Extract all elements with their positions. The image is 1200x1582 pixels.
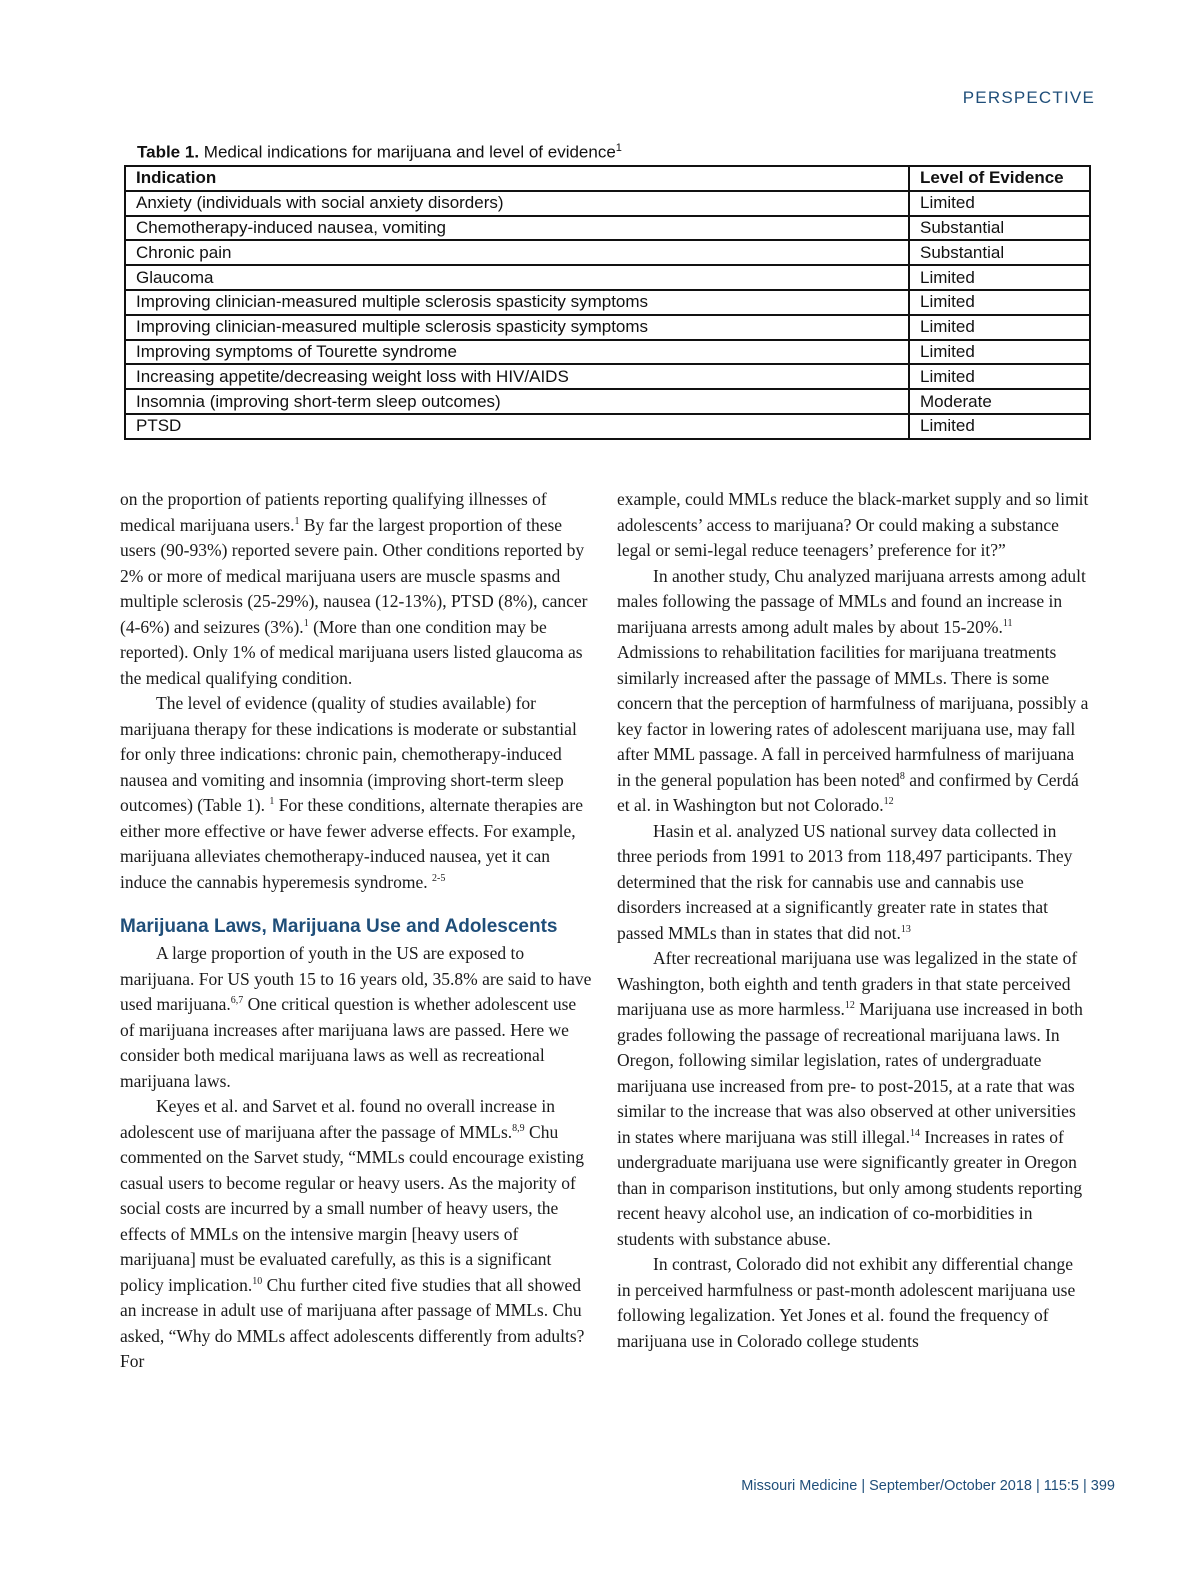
paragraph <box>120 487 594 691</box>
indication-cell: Improving symptoms of Tourette syndrome <box>125 340 909 365</box>
text-run: Chu further cited five studies that all showed an increase in adult use of marijuana after passage of MMLs. Chu asked, “Why do MMLs affect adolescents differently from adults? For <box>120 1274 585 1371</box>
indication-cell: Chemotherapy-induced nausea, vomiting <box>125 216 909 241</box>
section-label: PERSPECTIVE <box>962 88 1095 107</box>
reference-superscript: 6,7 <box>230 995 244 1007</box>
reference-superscript: 8 <box>899 770 905 782</box>
text-run: Admissions to rehabilitation facilities for marijuana treatments similarly increased after the passage of MMLs. There is some concern that the perception of harmfulness of marijuana, possibly a key factor in lowering rates of adolescent marijuana use, may fall after MML passage. A fall in perceived harmfulness of marijuana in the general population has been noted <box>617 642 1089 790</box>
paragraph <box>120 691 594 895</box>
table-row <box>125 191 1090 216</box>
reference-superscript: 1 <box>303 617 309 629</box>
reference-superscript: 1 <box>269 796 275 808</box>
text-run: Keyes et al. and Sarvet et al. found no overall increase in adolescent use of marijuana after the passage of MMLs. <box>120 1096 555 1142</box>
paragraph <box>617 487 1089 564</box>
header-level-of-evidence: Level of Evidence <box>909 166 1090 191</box>
text-run: Hasin et al. analyzed US national survey data collected in three periods from 1991 to 2013 from 118,497 participants. They determined that the risk for cannabis use and cannabis use disorders increased at a significantly greater rate in states that passed MMLs than in states that did not. <box>617 820 1073 943</box>
indication-cell: Anxiety (individuals with social anxiety disorders) <box>125 191 909 216</box>
right-column <box>617 487 1089 1354</box>
table-row <box>125 414 1090 439</box>
table-caption <box>137 142 622 163</box>
table-row <box>125 240 1090 265</box>
reference-superscript: 13 <box>900 923 911 935</box>
table-row <box>125 389 1090 414</box>
indication-cell: Glaucoma <box>125 265 909 290</box>
indication-cell: Improving clinician-measured multiple sclerosis spasticity symptoms <box>125 315 909 340</box>
paragraph <box>617 564 1089 819</box>
text-run: Marijuana use increased in both grades following the passage of recreational marijuana laws. In Oregon, following similar legislation, rates of undergraduate marijuana use increased from pre- to post-2015, at a rate that was similar to the increase that was also observed at other universities in states where marijuana was still illegal. <box>617 999 1083 1147</box>
text-run: For these conditions, alternate therapies are either more effective or have fewer adverse effects. For example, marijuana alleviates chemotherapy-induced nausea, yet it can induce the cannabis hyperemesis syndrome. <box>120 795 583 892</box>
evidence-table <box>124 165 1091 440</box>
evidence-cell: Limited <box>909 340 1090 365</box>
evidence-cell: Substantial <box>909 240 1090 265</box>
evidence-cell: Limited <box>909 290 1090 315</box>
evidence-cell: Limited <box>909 191 1090 216</box>
table-row <box>125 265 1090 290</box>
indication-cell: Insomnia (improving short-term sleep outcomes) <box>125 389 909 414</box>
text-run: One critical question is whether adolescent use of marijuana increases after marijuana laws are passed. Here we consider both medical marijuana laws as well as recreational marijuana laws. <box>120 994 577 1091</box>
text-run: In another study, Chu analyzed marijuana arrests among adult males following the passage of MMLs and found an increase in marijuana arrests among adult males by about 15-20%. <box>617 565 1086 637</box>
text-run: By far the largest proportion of these users (90-93%) reported severe pain. Other conditions reported by 2% or more of medical marijuana users are muscle spasms and multiple sclerosis (25-29%), nausea (12-13%), PTSD (8%), cancer (4-6%) and seizures (3%). <box>120 514 588 637</box>
indication-cell: Increasing appetite/decreasing weight loss with HIV/AIDS <box>125 364 909 389</box>
evidence-cell: Limited <box>909 364 1090 389</box>
section-heading: Marijuana Laws, Marijuana Use and Adolescents <box>120 916 558 937</box>
text-run: on the proportion of patients reporting qualifying illnesses of medical marijuana users. <box>120 489 547 535</box>
evidence-cell: Moderate <box>909 389 1090 414</box>
reference-superscript: 8,9 <box>512 1122 525 1134</box>
reference-superscript: 10 <box>252 1275 263 1287</box>
table-row <box>125 290 1090 315</box>
table-row <box>125 340 1090 365</box>
text-run: (More than one condition may be reported). Only 1% of medical marijuana users listed glaucoma as the medical qualifying condition. <box>120 616 583 688</box>
text-run: example, could MMLs reduce the black-market supply and so limit adolescents’ access to marijuana? Or could making a substance legal or semi-legal reduce teenagers’ preference for it?” <box>617 489 1089 560</box>
paragraph <box>617 1252 1089 1354</box>
reference-superscript: 12 <box>883 796 894 808</box>
table-row <box>125 364 1090 389</box>
table-caption-ref: 1 <box>615 142 622 154</box>
evidence-cell: Limited <box>909 315 1090 340</box>
paragraph <box>120 941 594 1094</box>
reference-superscript: 14 <box>910 1127 921 1139</box>
table-row <box>125 315 1090 340</box>
text-run: and confirmed by Cerdá et al. in Washington but not Colorado. <box>617 769 1079 815</box>
indication-cell: PTSD <box>125 414 909 439</box>
text-run: The level of evidence (quality of studies available) for marijuana therapy for these indications is moderate or substantial for only three indications: chronic pain, chemotherapy-induced nausea and vomiting and insomnia (improving short-term sleep outcomes) (Table 1). <box>120 693 577 815</box>
evidence-cell: Limited <box>909 414 1090 439</box>
table-row <box>125 216 1090 241</box>
reference-superscript: 1 <box>294 515 300 527</box>
left-column <box>120 487 594 1375</box>
indication-cell: Chronic pain <box>125 240 909 265</box>
paragraph <box>617 819 1089 947</box>
evidence-cell: Substantial <box>909 216 1090 241</box>
header-indication: Indication <box>125 166 909 191</box>
reference-superscript: 11 <box>1002 617 1013 629</box>
reference-superscript: 2-5 <box>432 872 446 884</box>
paragraph <box>120 1094 594 1375</box>
evidence-cell: Limited <box>909 265 1090 290</box>
text-run: After recreational marijuana use was legalized in the state of Washington, both eighth and tenth graders in that state perceived marijuana use as more harmless. <box>617 948 1078 1019</box>
text-run: Increases in rates of undergraduate marijuana use were significantly greater in Oregon than in comparison institutions, but only among students reporting recent heavy alcohol use, an indication of co-morbidities in students with substance abuse. <box>617 1126 1083 1249</box>
reference-superscript: 12 <box>844 1000 855 1012</box>
text-run: In contrast, Colorado did not exhibit any differential change in perceived harmfulness or past-month adolescent marijuana use following legalization. Yet Jones et al. found the frequency of marijuana use in Colorado college students <box>617 1254 1076 1351</box>
page-footer: Missouri Medicine | September/October 2018 | 115:5 | 399 <box>741 1478 1115 1494</box>
paragraph <box>617 946 1089 1252</box>
table-label: Table 1. <box>137 142 200 162</box>
text-run: Chu commented on the Sarvet study, “MMLs could encourage existing casual users to become regular or heavy users. As the majority of social costs are incurred by a small number of heavy users, the effects of MMLs on the intensive margin [heavy users of marijuana] must be evaluated carefully, as this is a significant policy implication. <box>120 1121 584 1295</box>
table-caption-text: Medical indications for marijuana and level of evidence <box>203 142 616 162</box>
indication-cell: Improving clinician-measured multiple sclerosis spasticity symptoms <box>125 290 909 315</box>
text-run: A large proportion of youth in the US are exposed to marijuana. For US youth 15 to 16 years old, 35.8% are said to have used marijuana. <box>120 943 592 1014</box>
table-header-row <box>125 166 1090 191</box>
